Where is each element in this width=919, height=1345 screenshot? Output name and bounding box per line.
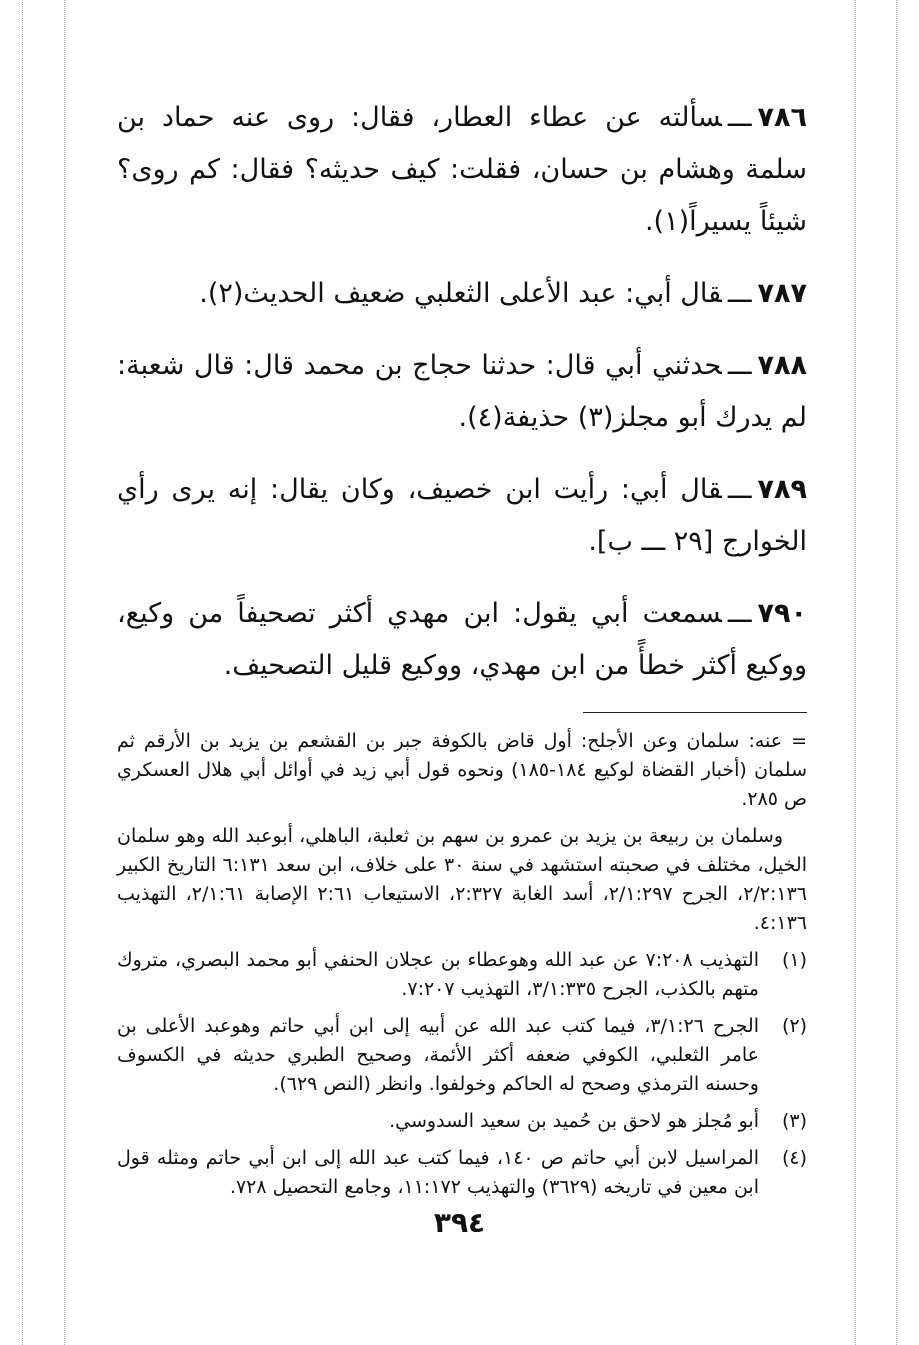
paragraph-text: سمعت أبي يقول: ابن مهدي أكثر تصحيفاً من وكيع، ووكيع أكثر خطأً من ابن مهدي، ووكيع قليل التصحيف.	[117, 598, 807, 681]
footnote-separator	[583, 712, 807, 713]
footnote-number: (٣)	[781, 1110, 807, 1132]
paragraph-number: ٧٩٠	[757, 598, 807, 629]
footnote-continuation: = عنه: سلمان وعن الأجلح: أول قاض بالكوفة جبر بن القشعم بن يزيد بن الأرقم ثم سلمان (أخبار القضاة لوكيع ١٨٤-١٨٥) ونحوه قول أبي زيد في أوائل أبي هلال العسكري ص ٢٨٥.	[117, 730, 808, 810]
footnote-number: (٢)	[781, 1015, 807, 1037]
paragraph-dash: ـــ	[727, 598, 752, 629]
paragraph-dash: ـــ	[727, 278, 752, 309]
page-number: ٣٩٤	[433, 1206, 486, 1239]
paragraph-788	[117, 340, 807, 444]
paragraph-dash: ـــ	[727, 102, 752, 133]
scan-margin-dots-left-inner	[64, 0, 65, 1345]
paragraph-dash: ـــ	[727, 350, 752, 381]
main-text	[117, 92, 807, 1210]
paragraph-number: ٧٨٩	[757, 474, 807, 505]
footnote-text: أبو مُجلز هو لاحق بن حُميد بن سعيد السدوسي.	[389, 1110, 759, 1132]
paragraph-number: ٧٨٨	[757, 350, 807, 381]
footnote-number: (٤)	[781, 1147, 807, 1169]
scan-margin-dots-right-inner	[855, 0, 856, 1345]
paragraph-text: سألته عن عطاء العطار، فقال: روى عنه حماد بن سلمة وهشام بن حسان، فقلت: كيف حديثه؟ فقال: كم روى؟ شيئاً يسيراً(١).	[117, 102, 807, 237]
paragraph-text: حدثني أبي قال: حدثنا حجاج بن محمد قال: قال شعبة: لم يدرك أبو مجلز(٣) حذيفة(٤).	[117, 350, 807, 433]
scan-margin-dots-left	[22, 0, 23, 1345]
footnote-text: التهذيب ٧:٢٠٨ عن عبد الله وهوعطاء بن عجلان الحنفي أبو محمد البصري، متروك متهم بالكذب، الجرح ٣/١:٣٣٥، التهذيب ٧:٢٠٧.	[117, 949, 759, 1000]
paragraph-787	[117, 268, 807, 320]
footnote-4	[117, 1144, 807, 1202]
scan-margin-dots-right	[896, 0, 897, 1345]
footnote-text: الجرح ٣/١:٢٦، فيما كتب عبد الله عن أبيه إلى ابن أبي حاتم وهوعبد الأعلى بن عامر الثعلبي، الكوفي ضعفه أكثر الأئمة، وصحيح الطبري حديثه في الكسوف وحسنه الترمذي وصحح له الحاكم وخولفوا. وانظر (النص ٦٢٩).	[117, 1015, 759, 1095]
footnote-number: (١)	[781, 949, 807, 971]
paragraph-dash: ـــ	[727, 474, 752, 505]
paragraph-number: ٧٨٧	[757, 278, 807, 309]
footnote-1	[117, 946, 807, 1004]
paragraph-number: ٧٨٦	[757, 102, 807, 133]
paragraph-text: قال أبي: رأيت ابن خصيف، وكان يقال: إنه يرى رأي الخوارج [٢٩ ـــ ب].	[117, 474, 807, 557]
footnote-text: المراسيل لابن أبي حاتم ص ١٤٠، فيما كتب عبد الله إلى ابن أبي حاتم ومثله قول ابن معين في تاريخه (٣٦٢٩) والتهذيب ١١:١٧٢، وجامع التحصيل ٧٢٨.	[117, 1147, 759, 1198]
paragraph-789	[117, 464, 807, 568]
footnote-3	[117, 1107, 807, 1136]
paragraph-790	[117, 588, 807, 692]
footnote-continuation: وسلمان بن ربيعة بن يزيد بن عمرو بن سهم بن ثعلبة، الباهلي، أبوعبد الله وهو سلمان الخيل، مختلف في صحبته استشهد في سنة ٣٠ على خلاف، ابن سعد ٦:١٣١ التاريخ الكبير ٢/٢:١٣٦، الجرح ٢/١:٢٩٧، أسد الغابة ٢:٣٢٧، الاستيعاب ٢:٦١ الإصابة ٢/١:٦١، التهذيب ٤:١٣٦.	[117, 825, 808, 934]
paragraph-786	[117, 92, 807, 248]
footnote-2	[117, 1012, 807, 1099]
paragraph-text: قال أبي: عبد الأعلى الثعلبي ضعيف الحديث(٢).	[199, 278, 722, 309]
